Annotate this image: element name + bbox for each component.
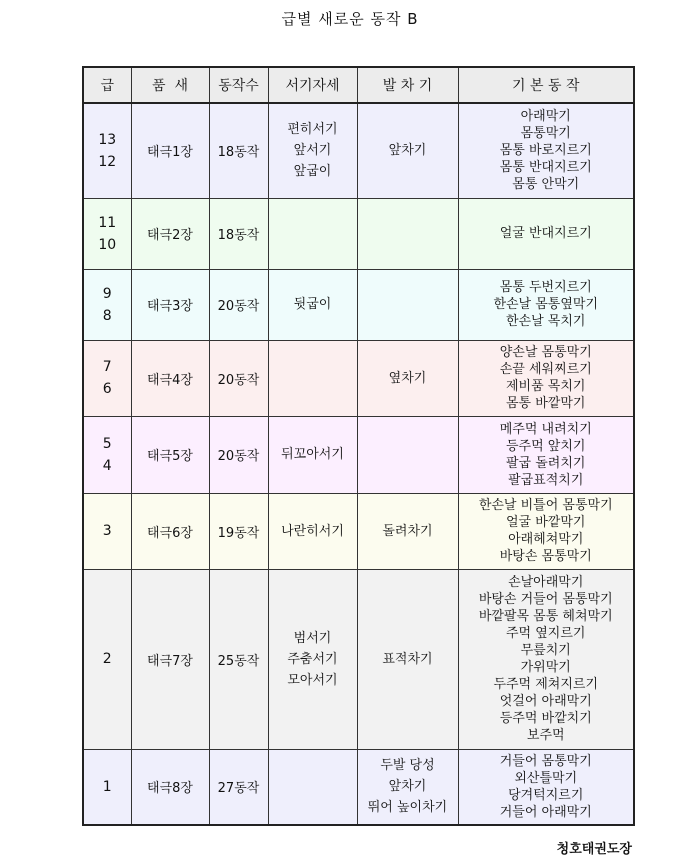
stance-cell [268, 569, 357, 749]
header-count: 동작수 [209, 67, 268, 103]
move-line: 무릎치기 [520, 643, 571, 658]
grade-line: 1 [102, 778, 112, 795]
kick-cell [357, 416, 458, 493]
table-row [83, 198, 634, 269]
kick-cell [357, 749, 458, 825]
grade-cell [83, 569, 131, 749]
table-row [83, 416, 634, 493]
stance-line: 나란히서기 [281, 523, 344, 539]
table-header-row [83, 67, 634, 103]
stance-line: 뒷굽이 [293, 297, 332, 312]
poomsae-cell: 태극4장 [131, 340, 209, 416]
move-line: 주먹 옆지르기 [506, 626, 586, 641]
kick-cell [357, 340, 458, 416]
table-body [83, 103, 634, 825]
poomsae-cell: 태극7장 [131, 569, 209, 749]
stance-line: 앞굽이 [293, 164, 332, 180]
kick-line: 옆차기 [388, 370, 427, 386]
kick-cell [357, 493, 458, 569]
grade-line: 10 [98, 236, 117, 253]
stance-cell [268, 269, 357, 340]
move-line: 몸통 두번지르기 [499, 280, 592, 295]
header-moves: 기 본 동 작 [458, 67, 634, 103]
stance-line: 주춤서기 [287, 651, 338, 667]
move-line: 양손날 몸통막기 [499, 345, 592, 360]
move-line: 등주먹 앞치기 [506, 438, 586, 454]
move-line: 등주먹 바깥치기 [499, 711, 592, 726]
move-line: 바탕손 몸통막기 [499, 549, 592, 564]
stance-line: 앞서기 [293, 143, 332, 159]
move-line: 손끝 세워찌르기 [499, 362, 592, 377]
stance-cell [268, 198, 357, 269]
poomsae-cell: 태극2장 [131, 198, 209, 269]
kick-cell [357, 269, 458, 340]
move-count-cell: 20동작 [209, 416, 268, 493]
move-line: 메주먹 내려치기 [499, 421, 592, 437]
poomsae-table [82, 66, 635, 826]
kick-line: 두발 당성 [380, 758, 435, 774]
basic-moves-cell [458, 493, 634, 569]
kick-line: 앞차기 [388, 779, 427, 795]
header-poomsae: 품 새 [131, 67, 209, 103]
move-line: 한손날 비틀어 몸통막기 [478, 498, 613, 513]
move-line: 얼굴 바깥막기 [506, 515, 586, 530]
basic-moves-cell [458, 569, 634, 749]
poomsae-cell: 태극8장 [131, 749, 209, 825]
basic-moves-cell [458, 749, 634, 825]
move-line: 몸통 안막기 [512, 177, 580, 193]
kick-line: 표적차기 [382, 651, 433, 667]
move-line: 몸통막기 [520, 126, 571, 142]
grade-line: 9 [102, 285, 112, 302]
move-line: 바탕손 거들어 몸통막기 [478, 592, 613, 607]
basic-moves-cell [458, 416, 634, 493]
poomsae-cell: 태극1장 [131, 103, 209, 198]
basic-moves-cell [458, 340, 634, 416]
stance-cell [268, 749, 357, 825]
grade-line: 8 [102, 307, 112, 324]
stance-line: 뒤꼬아서기 [281, 447, 344, 462]
move-count-cell: 20동작 [209, 269, 268, 340]
move-line: 가위막기 [520, 660, 571, 675]
grade-line: 3 [102, 523, 112, 539]
table-row [83, 103, 634, 198]
grade-cell [83, 103, 131, 198]
table-row [83, 493, 634, 569]
footer-dojang-name: 청호태권도장 [556, 842, 632, 857]
move-count-cell: 25동작 [209, 569, 268, 749]
move-count-cell: 18동작 [209, 103, 268, 198]
table-row [83, 340, 634, 416]
move-line: 한손날 목치기 [506, 314, 586, 329]
grade-cell [83, 269, 131, 340]
header-stance: 서기자세 [268, 67, 357, 103]
move-line: 엇걸어 아래막기 [499, 694, 592, 709]
move-line: 몸통 바깥막기 [506, 396, 586, 411]
kick-cell [357, 198, 458, 269]
kick-cell [357, 103, 458, 198]
move-line: 손날아래막기 [508, 575, 584, 590]
basic-moves-cell [458, 269, 634, 340]
table-row [83, 269, 634, 340]
move-line: 몸통 반대지르기 [499, 160, 592, 176]
grade-cell [83, 493, 131, 569]
move-count-cell: 27동작 [209, 749, 268, 825]
stance-cell [268, 103, 357, 198]
table-row [83, 569, 634, 749]
grade-line: 2 [102, 651, 112, 667]
move-line: 거들어 아래막기 [499, 804, 592, 820]
header-grade: 급 [83, 67, 131, 103]
grade-line: 4 [102, 457, 112, 474]
grade-line: 12 [98, 153, 117, 170]
grade-line: 13 [98, 131, 117, 148]
page-title: 급별 새로운 동작 B [281, 10, 419, 28]
move-line: 아래막기 [520, 109, 571, 125]
grade-line: 5 [102, 435, 112, 452]
poomsae-cell: 태극3장 [131, 269, 209, 340]
poomsae-cell: 태극6장 [131, 493, 209, 569]
grade-cell [83, 198, 131, 269]
move-line: 보주먹 [526, 728, 565, 743]
kick-cell [357, 569, 458, 749]
move-line: 거들어 몸통막기 [499, 753, 592, 769]
move-line: 팔굽 돌려치기 [506, 455, 586, 471]
move-count-cell: 19동작 [209, 493, 268, 569]
header-kick: 발 차 기 [357, 67, 458, 103]
move-line: 한손날 몸통옆막기 [493, 297, 599, 312]
stance-cell [268, 340, 357, 416]
move-line: 제비품 목치기 [506, 379, 586, 394]
move-line: 외산틀막기 [514, 770, 578, 786]
basic-moves-cell [458, 103, 634, 198]
stance-cell [268, 416, 357, 493]
move-line: 당겨턱지르기 [508, 787, 584, 803]
kick-line: 돌려차기 [382, 523, 433, 539]
grade-line: 6 [102, 381, 112, 397]
move-line: 두주먹 제쳐지르기 [493, 677, 599, 692]
table-row [83, 749, 634, 825]
move-line: 아래헤쳐막기 [508, 532, 584, 547]
move-line: 바깥팔목 몸통 헤쳐막기 [478, 609, 613, 624]
stance-line: 모아서기 [287, 672, 338, 688]
grade-cell [83, 416, 131, 493]
kick-line: 뛰어 높이차기 [367, 800, 448, 816]
grade-line: 7 [102, 359, 112, 375]
basic-moves-cell [458, 198, 634, 269]
grade-line: 11 [98, 214, 117, 231]
move-count-cell: 20동작 [209, 340, 268, 416]
stance-line: 편히서기 [287, 122, 338, 138]
grade-cell [83, 340, 131, 416]
stance-cell [268, 493, 357, 569]
move-count-cell: 18동작 [209, 198, 268, 269]
poomsae-cell: 태극5장 [131, 416, 209, 493]
move-line: 몸통 바로지르기 [499, 143, 592, 159]
kick-line: 앞차기 [388, 143, 427, 159]
grade-cell [83, 749, 131, 825]
move-line: 얼굴 반대지르기 [499, 226, 592, 241]
move-line: 팔굽표적치기 [508, 472, 584, 488]
stance-line: 범서기 [293, 630, 332, 646]
